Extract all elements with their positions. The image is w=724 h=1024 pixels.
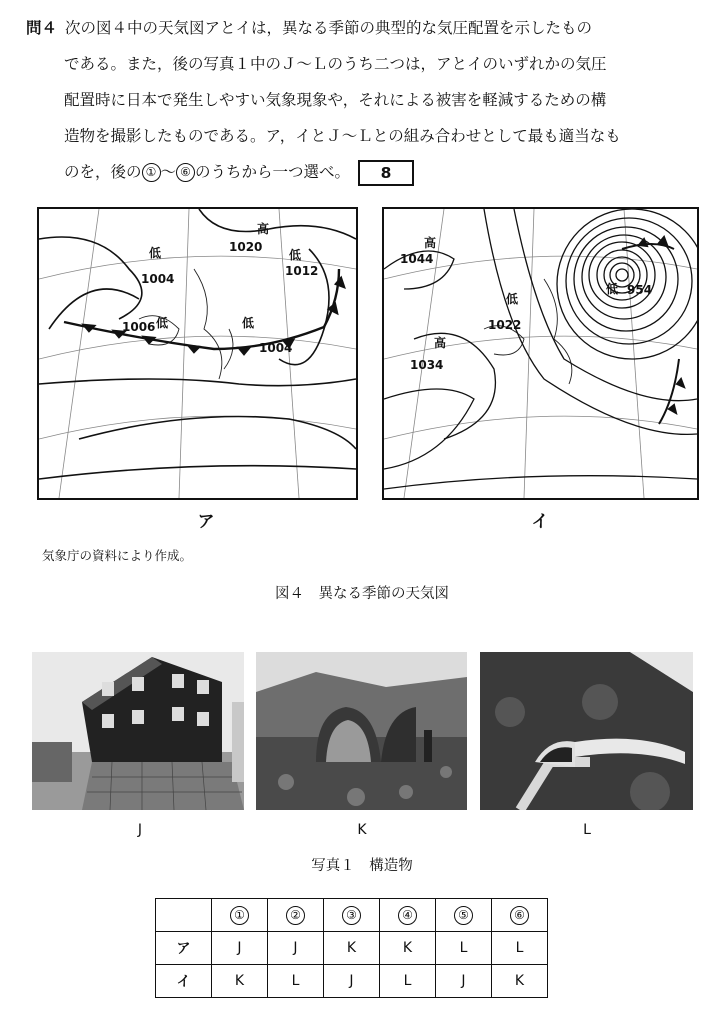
photo-l — [480, 652, 693, 810]
choice-from: ① — [142, 163, 161, 182]
map-b-pressure-1044: 1044 — [400, 252, 434, 266]
choice-to: ⑥ — [176, 163, 195, 182]
table-cell: J — [436, 965, 492, 998]
map-a-low-3: 低 — [156, 316, 169, 330]
map-b-high-1: 高 — [424, 236, 437, 250]
photo-k-image — [256, 652, 467, 810]
map-a-pressure-1004b: 1004 — [259, 341, 293, 355]
map-b-pressure-1022: 1022 — [488, 318, 522, 332]
answer-table-corner — [156, 899, 212, 932]
table-cell: J — [324, 965, 380, 998]
source-note: 気象庁の資料により作成。 — [42, 548, 193, 563]
photo-caption: 写真１ 構造物 — [311, 858, 413, 874]
table-row — [156, 932, 548, 965]
map-a-label: ア — [197, 512, 215, 532]
table-row — [156, 965, 548, 998]
choice-1[interactable]: ① — [212, 899, 268, 932]
choice-3[interactable]: ③ — [324, 899, 380, 932]
question-line-5: のを，後の ① ～ ⑥ のうちから一つ選べ。 8 — [26, 154, 716, 190]
table-cell: J — [212, 932, 268, 965]
answer-table-header-row — [156, 899, 548, 932]
photo-k — [256, 652, 467, 810]
weather-map-b-drawing — [384, 209, 697, 498]
map-b-pressure-1034: 1034 — [410, 358, 444, 372]
question-text — [26, 10, 716, 190]
table-cell: L — [380, 965, 436, 998]
map-a-low-2: 低 — [289, 248, 302, 262]
answer-table — [155, 898, 548, 998]
table-cell: L — [492, 932, 548, 965]
map-a-pressure-1004: 1004 — [141, 272, 175, 286]
map-b-label: イ — [531, 512, 549, 532]
question-line-3: 配置時に日本で発生しやすい気象現象や，それによる被害を軽減するための構 — [64, 91, 607, 109]
map-a-pressure-1012: 1012 — [285, 264, 319, 278]
map-a-pressure-1020: 1020 — [229, 240, 263, 254]
answer-box[interactable]: 8 — [358, 160, 414, 186]
photo-j — [32, 652, 244, 810]
choice-5[interactable]: ⑤ — [436, 899, 492, 932]
weather-map-a-drawing — [39, 209, 356, 498]
photo-l-image — [480, 652, 693, 810]
table-cell: K — [380, 932, 436, 965]
photo-label-k: K — [357, 822, 367, 838]
photo-label-l: L — [583, 822, 591, 838]
choice-6[interactable]: ⑥ — [492, 899, 548, 932]
row-header-i: イ — [156, 965, 212, 998]
question-line-2: である。また，後の写真１中のＪ～Ｌのうち二つは，アとイのいずれかの気圧 — [64, 55, 607, 73]
figure-caption: 図４ 異なる季節の天気図 — [275, 586, 449, 602]
map-b-low-1: 低 — [506, 292, 519, 306]
question-line-1: 問４ 次の図４中の天気図アとイは，異なる季節の典型的な気圧配置を示したもの — [26, 19, 593, 37]
map-b-pressure-954: 954 — [627, 283, 653, 297]
map-a-high-1: 高 — [257, 222, 270, 236]
table-cell: L — [436, 932, 492, 965]
row-header-a: ア — [156, 932, 212, 965]
question-line-4: 造物を撮影したものである。ア，イとＪ～Ｌとの組み合わせとして最も適当なも — [64, 127, 621, 145]
table-cell: K — [492, 965, 548, 998]
table-cell: J — [268, 932, 324, 965]
weather-map-a — [37, 207, 358, 500]
photo-label-j: J — [137, 822, 143, 838]
table-cell: K — [324, 932, 380, 965]
map-a-pressure-1006: 1006 — [122, 320, 156, 334]
map-b-low-2: 低 — [606, 282, 619, 296]
map-b-high-2: 高 — [434, 336, 447, 350]
table-cell: K — [212, 965, 268, 998]
choice-2[interactable]: ② — [268, 899, 324, 932]
map-a-low-1: 低 — [149, 246, 162, 260]
question-number: 問４ — [26, 19, 58, 37]
weather-map-b — [382, 207, 699, 500]
choice-4[interactable]: ④ — [380, 899, 436, 932]
photo-j-image — [32, 652, 244, 810]
table-cell: L — [268, 965, 324, 998]
map-a-low-4: 低 — [242, 316, 255, 330]
